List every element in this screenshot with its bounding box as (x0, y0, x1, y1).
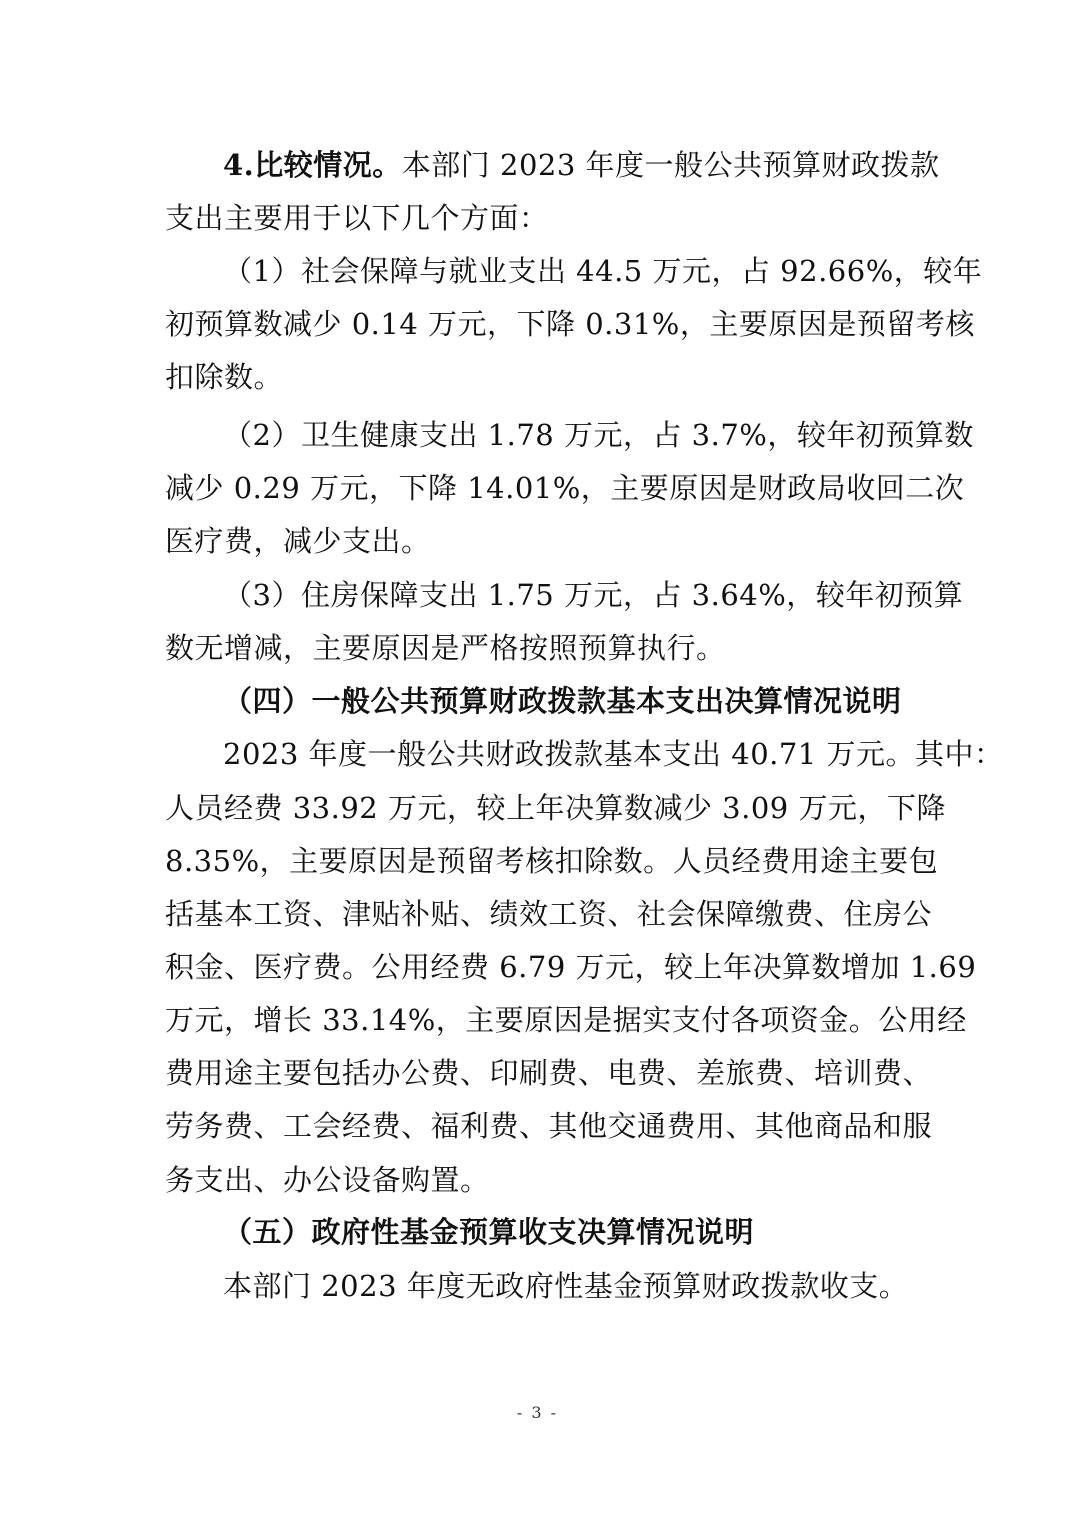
section4-line-7: 费用途主要包括办公费、印刷费、电费、差旅费、培训费、 (165, 1056, 933, 1090)
section4-heading: （四）一般公共预算财政拨款基本支出决算情况说明 (223, 684, 902, 718)
item2-line-3: 医疗费，减少支出。 (165, 524, 431, 558)
item2-line-1: （2）卫生健康支出 1.78 万元，占 3.7%，较年初预算数 (223, 418, 974, 452)
comparison-line-2: 支出主要用于以下几个方面： (165, 201, 549, 235)
comparison-line-1 (223, 145, 940, 185)
item2-line-2: 减少 0.29 万元，下降 14.01%，主要原因是财政局收回二次 (165, 471, 965, 505)
section4-line-8: 劳务费、工会经费、福利费、其他交通费用、其他商品和服 (165, 1109, 933, 1143)
comparison-label: 4.比较情况。 (223, 148, 402, 182)
item3-line-2: 数无增减，主要原因是严格按照预算执行。 (165, 631, 726, 665)
section4-line-4: 括基本工资、津贴补贴、绩效工资、社会保障缴费、住房公 (165, 897, 933, 931)
section5-heading: （五）政府性基金预算收支决算情况说明 (223, 1215, 755, 1249)
page-number: - 3 - (516, 1403, 559, 1422)
item3-line-1: （3）住房保障支出 1.75 万元，占 3.64%，较年初预算 (223, 578, 964, 612)
section4-line-6: 万元，增长 33.14%，主要原因是据实支付各项资金。公用经 (165, 1003, 967, 1037)
section4-line-2: 人员经费 33.92 万元，较上年决算数减少 3.09 万元，下降 (165, 791, 946, 825)
section4-line-5: 积金、医疗费。公用经费 6.79 万元，较上年决算数增加 1.69 (165, 950, 977, 984)
item1-line-3: 扣除数。 (165, 360, 284, 394)
section4-line-1: 2023 年度一般公共财政拨款基本支出 40.71 万元。其中： (223, 737, 1004, 771)
item1-line-1: （1）社会保障与就业支出 44.5 万元，占 92.66%，较年 (223, 254, 983, 288)
comparison-line-1-text: 本部门 2023 年度一般公共预算财政拨款 (401, 148, 940, 182)
section4-line-3: 8.35%，主要原因是预留考核扣除数。人员经费用途主要包 (165, 844, 939, 878)
section5-line-1: 本部门 2023 年度无政府性基金预算财政拨款收支。 (223, 1269, 909, 1303)
section4-line-9: 务支出、办公设备购置。 (165, 1163, 490, 1197)
item1-line-2: 初预算数减少 0.14 万元，下降 0.31%，主要原因是预留考核 (165, 307, 975, 341)
